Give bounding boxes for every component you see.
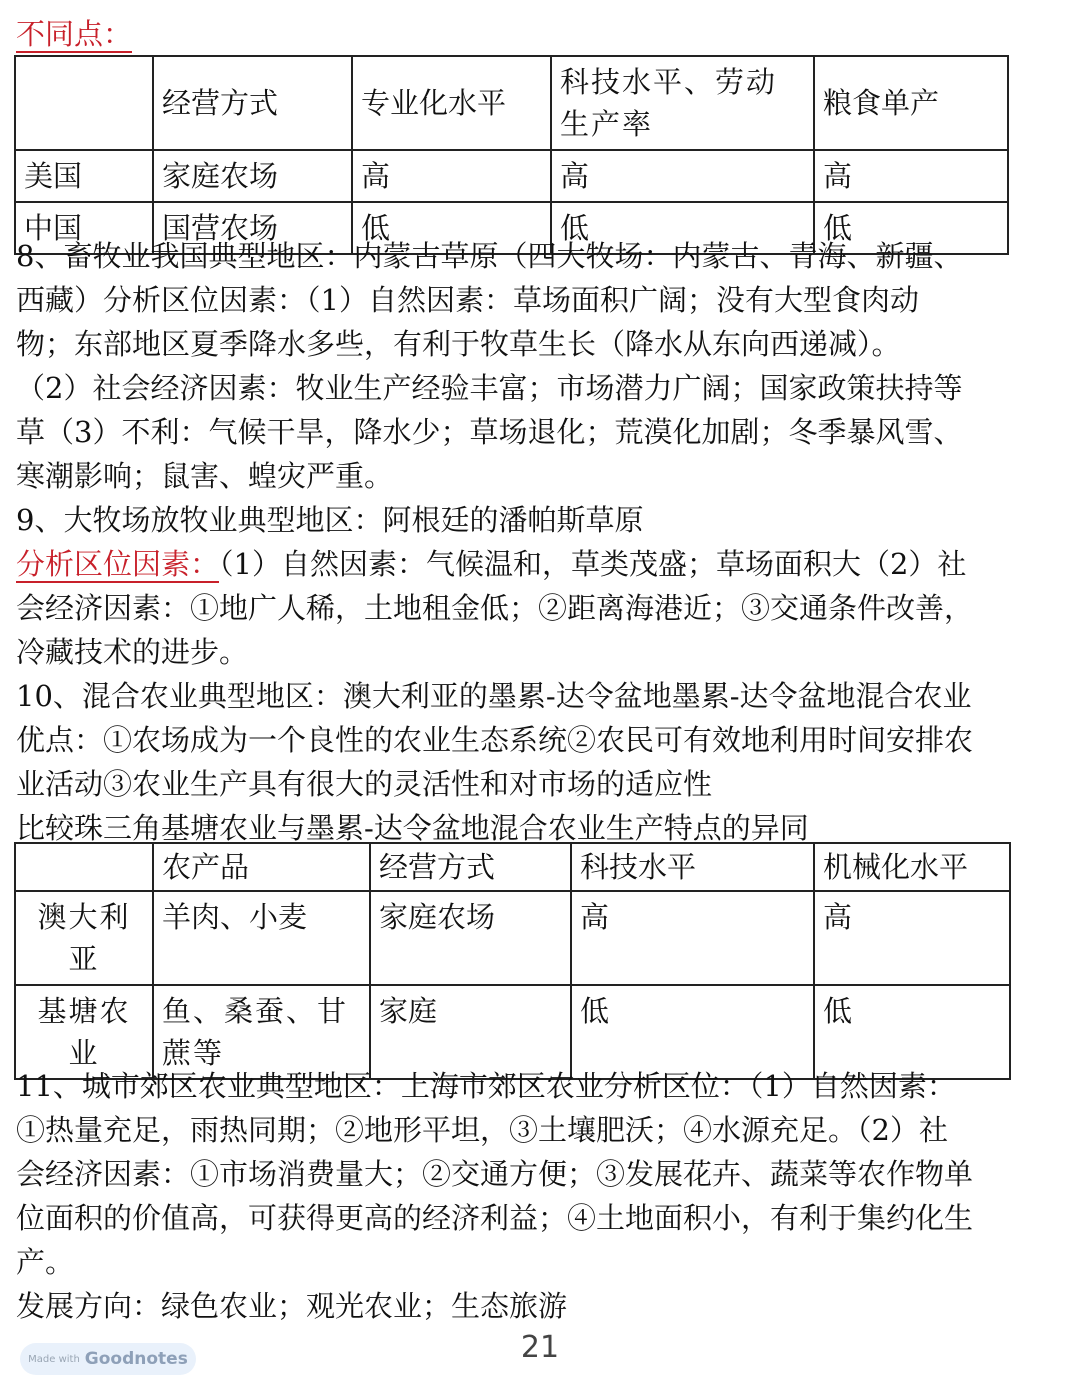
table-cell: 澳大利亚 xyxy=(15,891,153,985)
section8-line: 8、畜牧业我国典型地区：内蒙古草原（四大牧场：内蒙古、青海、新疆、 xyxy=(16,239,963,273)
table-header-cell: 科技水平、劳动生产率 xyxy=(551,56,814,150)
section10-line: 10、混合农业典型地区：澳大利亚的墨累-达令盆地墨累-达令盆地混合农业 xyxy=(16,679,972,713)
table-cell: 家庭 xyxy=(370,985,571,1079)
table-cell: 高 xyxy=(352,150,551,202)
section10-line: 比较珠三角基塘农业与墨累-达令盆地混合农业生产特点的异同 xyxy=(16,811,809,845)
table-cell: 低 xyxy=(814,985,1010,1079)
section8-line: 西藏）分析区位因素：（1）自然因素：草场面积广阔；没有大型食肉动 xyxy=(16,283,919,317)
table-cell: 低 xyxy=(571,985,814,1079)
table-cell: 高 xyxy=(551,150,814,202)
table-header-cell: 专业化水平 xyxy=(352,56,551,150)
section11-line: ①热量充足，雨热同期；②地形平坦，③土壤肥沃；④水源充足。（2）社 xyxy=(16,1113,948,1147)
heading-differences xyxy=(16,12,1056,56)
section8-line: 草（3）不利：气候干旱，降水少；草场退化；荒漠化加剧；冬季暴风雪、 xyxy=(16,415,963,449)
section11-line: 11、城市郊区农业典型地区：上海市郊区农业分析区位：（1）自然因素： xyxy=(16,1069,956,1103)
table-header-cell: 经营方式 xyxy=(370,843,571,891)
section11-line: 产。 xyxy=(16,1245,75,1279)
table-cell: 高 xyxy=(814,891,1010,985)
section10-line: 业活动③农业生产具有很大的灵活性和对市场的适应性 xyxy=(16,767,713,801)
table-header-cell: 粮食单产 xyxy=(814,56,1008,150)
section8-line: （2）社会经济因素：牧业生产经验丰富；市场潜力广阔；国家政策扶持等 xyxy=(16,371,963,405)
table-cell: 低 xyxy=(551,202,814,254)
table-cell: 鱼、桑蚕、甘蔗等 xyxy=(153,985,370,1079)
table-row xyxy=(15,150,1008,202)
table-cell: 低 xyxy=(352,202,551,254)
table-cell: 国营农场 xyxy=(153,202,352,254)
table-header-cell: 经营方式 xyxy=(153,56,352,150)
section11-development-direction: 发展方向：绿色农业；观光农业；生态旅游 xyxy=(16,1289,568,1323)
table-cell: 低 xyxy=(814,202,1008,254)
badge-made-with: Made with xyxy=(28,1353,80,1365)
table-cell: 美国 xyxy=(15,150,153,202)
section9-line xyxy=(16,542,1056,586)
table-header-cell xyxy=(15,56,153,150)
table-header-row xyxy=(15,843,1010,891)
goodnotes-badge[interactable] xyxy=(20,1343,196,1375)
table-cell: 基塘农业 xyxy=(15,985,153,1079)
section11-line: 位面积的价值高，可获得更高的经济利益；④土地面积小，有利于集约化生 xyxy=(16,1201,974,1235)
table-cell: 高 xyxy=(571,891,814,985)
table-cell: 中国 xyxy=(15,202,153,254)
table-row xyxy=(15,891,1010,985)
section9-line: 冷藏技术的进步。 xyxy=(16,635,249,669)
table-cell: 高 xyxy=(814,150,1008,202)
section8-line: 寒潮影响；鼠害、蝗灾严重。 xyxy=(16,459,394,493)
section11-line: 会经济因素：①市场消费量大；②交通方便；③发展花卉、蔬菜等农作物单 xyxy=(16,1157,974,1191)
heading-differences-text: 不同点： xyxy=(16,17,133,51)
table-header-row xyxy=(15,56,1008,150)
table-header-cell: 科技水平 xyxy=(571,843,814,891)
comparison-table-us-china xyxy=(14,55,1009,255)
section10-line: 优点：①农场成为一个良性的农业生态系统②农民可有效地利用时间安排农 xyxy=(16,723,974,757)
table-header-cell: 机械化水平 xyxy=(814,843,1010,891)
section9-line1-rest: （1）自然因素：气候温和，草类茂盛；草场面积大（2）社 xyxy=(219,547,967,581)
section9-label: 分析区位因素： xyxy=(16,547,220,581)
section9-line: 会经济因素：①地广人稀，土地租金低；②距离海港近；③交通条件改善， xyxy=(16,591,974,625)
table-cell: 家庭农场 xyxy=(370,891,571,985)
comparison-table-agriculture xyxy=(14,842,1011,1080)
table-header-cell xyxy=(15,843,153,891)
badge-brand: Goodnotes xyxy=(84,1349,188,1369)
table-cell: 羊肉、小麦 xyxy=(153,891,370,985)
page-number: 21 xyxy=(520,1330,560,1365)
table-cell: 家庭农场 xyxy=(153,150,352,202)
section8-line: 物；东部地区夏季降水多些，有利于牧草生长（降水从东向西递减）。 xyxy=(16,327,901,361)
section9-title: 9、大牧场放牧业典型地区：阿根廷的潘帕斯草原 xyxy=(16,503,644,537)
table-header-cell: 农产品 xyxy=(153,843,370,891)
